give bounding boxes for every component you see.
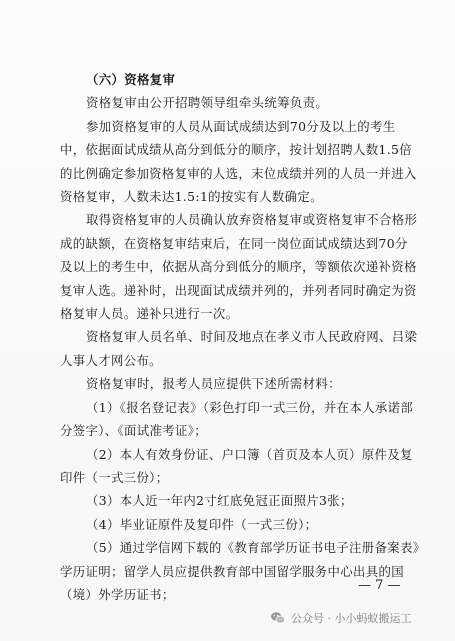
paragraph-4: 资格复审人员名单、时间及地点在孝义市人民政府网、吕梁人事人才网公布。 [60, 329, 418, 368]
paragraph-1: 资格复审由公开招聘领导组牵头统筹负责。 [86, 95, 329, 111]
list-item: （2）本人有效身份证、户口簿（首页及本人页）原件及复印件（一式三份）； [60, 446, 413, 485]
watermark [270, 610, 412, 626]
list-item: （3）本人近一年内2寸红底免冠正面照片3张； [86, 493, 353, 509]
wechat-icon [270, 610, 286, 626]
list-item: （5）通过学信网下载的《教育部学历证书电子注册备案表》学历证明；留学人员应提供教育部中国留学服务中心出具的国（境）外学历证书； [60, 540, 420, 602]
watermark-text: 公众号 · 小小蚂蚁搬运工 [291, 612, 412, 625]
page-number: — 7 — [358, 578, 401, 593]
document-body [60, 68, 420, 606]
section-heading: （六）资格复审 [86, 72, 176, 87]
paragraph-2: 参加资格复审的人员从面试成绩达到70分及以上的考生中，依据面试成绩从高分到低分的顺序，按计划招聘人数1.5倍的比例确定参加资格复审的人选，末位成绩并列的人员一并进入资格复审，人数未达1.5:1的按实有人数确定。 [60, 118, 417, 205]
list-item: （1）《报名登记表》（彩色打印一式三份，并在本人承诺部分签字）、《面试准考证》； [60, 399, 414, 439]
paragraph-5: 资格复审时，报考人员应提供下述所需材料： [86, 376, 341, 392]
list-item: （4）毕业证原件及复印件（一式三份）； [86, 516, 318, 532]
paragraph-3: 取得资格复审的人员确认放弃资格复审或资格复审不合格形成的缺额，在资格复审结束后，在同一岗位面试成绩达到70分及以上的考生中，依据从高分到低分的顺序，等额依次递补资格复审人选。递补时，出现面试成绩并列的，并列者同时确定为资格复审人员。递补只进行一次。 [60, 212, 418, 322]
